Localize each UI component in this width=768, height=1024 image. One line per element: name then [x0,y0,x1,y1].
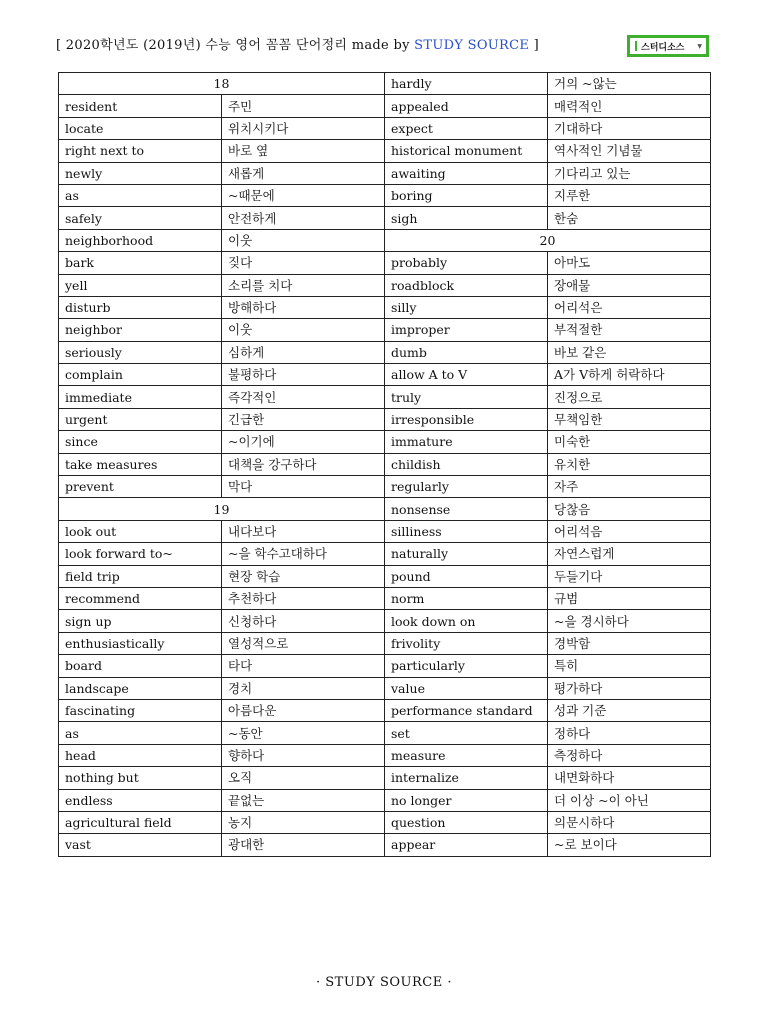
title-brand: STUDY SOURCE [414,38,530,53]
table-row [59,386,711,408]
korean-meaning: ~을 경시하다 [548,610,711,632]
english-word: value [385,677,548,699]
table-row [59,252,711,274]
section-number: 19 [59,498,385,520]
korean-meaning: 경치 [222,677,385,699]
table-row [59,408,711,430]
korean-meaning: 성과 기준 [548,699,711,721]
korean-meaning: 이웃 [222,319,385,341]
korean-meaning: 무책임한 [548,408,711,430]
korean-meaning: 아름다운 [222,699,385,721]
english-word: set [385,722,548,744]
table-row [59,140,711,162]
table-row [59,655,711,677]
english-word: roadblock [385,274,548,296]
english-word: probably [385,252,548,274]
korean-meaning: 유치한 [548,453,711,475]
english-word: safely [59,207,222,229]
korean-meaning: 주민 [222,95,385,117]
korean-meaning: 끝없는 [222,789,385,811]
korean-meaning: 자주 [548,476,711,498]
english-word: silliness [385,520,548,542]
korean-meaning: 짖다 [222,252,385,274]
korean-meaning: 어리석은 [548,296,711,318]
korean-meaning: 향하다 [222,744,385,766]
korean-meaning: 바보 같은 [548,341,711,363]
korean-meaning: 매력적인 [548,95,711,117]
korean-meaning: ~을 학수고대하다 [222,543,385,565]
english-word: fascinating [59,699,222,721]
table-row [59,341,711,363]
english-word: appealed [385,95,548,117]
korean-meaning: 특히 [548,655,711,677]
korean-meaning: 지루한 [548,184,711,206]
english-word: since [59,431,222,453]
english-word: board [59,655,222,677]
english-word: right next to [59,140,222,162]
table-row [59,117,711,139]
korean-meaning: 기대하다 [548,117,711,139]
english-word: field trip [59,565,222,587]
table-row [59,610,711,632]
english-word: frivolity [385,632,548,654]
korean-meaning: 불평하다 [222,364,385,386]
english-word: naturally [385,543,548,565]
english-word: sign up [59,610,222,632]
table-row [59,95,711,117]
korean-meaning: 평가하다 [548,677,711,699]
english-word: pound [385,565,548,587]
english-word: neighborhood [59,229,222,251]
table-row [59,677,711,699]
english-word: yell [59,274,222,296]
english-word: bark [59,252,222,274]
korean-meaning: 안전하게 [222,207,385,229]
study-source-logo[interactable] [627,35,709,57]
english-word: immediate [59,386,222,408]
english-word: question [385,811,548,833]
korean-meaning: 광대한 [222,834,385,856]
section-number: 18 [59,73,385,95]
korean-meaning: 위치시키다 [222,117,385,139]
korean-meaning: 긴급한 [222,408,385,430]
english-word: historical monument [385,140,548,162]
korean-meaning: 내면화하다 [548,767,711,789]
english-word: disturb [59,296,222,318]
korean-meaning: 신청하다 [222,610,385,632]
korean-meaning: 어리석음 [548,520,711,542]
english-word: irresponsible [385,408,548,430]
english-word: expect [385,117,548,139]
english-word: measure [385,744,548,766]
table-row [59,453,711,475]
korean-meaning: 즉각적인 [222,386,385,408]
english-word: agricultural field [59,811,222,833]
english-word: vast [59,834,222,856]
english-word: silly [385,296,548,318]
english-word: look out [59,520,222,542]
table-row [59,364,711,386]
korean-meaning: 진정으로 [548,386,711,408]
english-word: allow A to V [385,364,548,386]
korean-meaning: 이웃 [222,229,385,251]
table-row [59,498,711,520]
table-row [59,587,711,609]
english-word: urgent [59,408,222,430]
korean-meaning: 심하게 [222,341,385,363]
table-row [59,632,711,654]
english-word: improper [385,319,548,341]
table-row [59,811,711,833]
english-word: locate [59,117,222,139]
table-row [59,520,711,542]
english-word: sigh [385,207,548,229]
korean-meaning: 더 이상 ~이 아닌 [548,789,711,811]
table-row [59,789,711,811]
english-word: dumb [385,341,548,363]
title-prefix: [ 2020학년도 (2019년) 수능 영어 꼼꼼 단어정리 made by [56,38,415,53]
korean-meaning: ~동안 [222,722,385,744]
korean-meaning: 역사적인 기념물 [548,140,711,162]
english-word: prevent [59,476,222,498]
vocabulary-table-body [59,73,711,857]
table-row [59,744,711,766]
korean-meaning: 부적절한 [548,319,711,341]
korean-meaning: 현장 학습 [222,565,385,587]
table-row [59,274,711,296]
english-word: head [59,744,222,766]
english-word: look forward to~ [59,543,222,565]
korean-meaning: 소리를 치다 [222,274,385,296]
korean-meaning: 경박함 [548,632,711,654]
table-row [59,162,711,184]
korean-meaning: ~이기에 [222,431,385,453]
table-row [59,476,711,498]
english-word: regularly [385,476,548,498]
english-word: norm [385,587,548,609]
english-word: nothing but [59,767,222,789]
korean-meaning: 타다 [222,655,385,677]
table-row [59,767,711,789]
english-word: appear [385,834,548,856]
korean-meaning: 미숙한 [548,431,711,453]
table-row [59,699,711,721]
korean-meaning: 추천하다 [222,587,385,609]
english-word: childish [385,453,548,475]
table-row [59,431,711,453]
korean-meaning: 당찮음 [548,498,711,520]
english-word: seriously [59,341,222,363]
korean-meaning: 거의 ~않는 [548,73,711,95]
english-word: hardly [385,73,548,95]
table-row [59,73,711,95]
korean-meaning: 열성적으로 [222,632,385,654]
section-number: 20 [385,229,711,251]
korean-meaning: 오직 [222,767,385,789]
korean-meaning: 방해하다 [222,296,385,318]
english-word: landscape [59,677,222,699]
korean-meaning: ~로 보이다 [548,834,711,856]
table-row [59,229,711,251]
korean-meaning: 내다보다 [222,520,385,542]
korean-meaning: 규범 [548,587,711,609]
table-row [59,296,711,318]
english-word: complain [59,364,222,386]
korean-meaning: 장애물 [548,274,711,296]
english-word: nonsense [385,498,548,520]
logo-text: 스터디소스 [641,42,685,53]
english-word: awaiting [385,162,548,184]
english-word: immature [385,431,548,453]
korean-meaning: 대책을 강구하다 [222,453,385,475]
korean-meaning: 두들기다 [548,565,711,587]
table-row [59,184,711,206]
english-word: resident [59,95,222,117]
korean-meaning: 자연스럽게 [548,543,711,565]
table-row [59,207,711,229]
table-row [59,722,711,744]
chevron-down-icon: ▼ [697,43,702,50]
table-row [59,319,711,341]
english-word: endless [59,789,222,811]
korean-meaning: 의문시하다 [548,811,711,833]
korean-meaning: 새롭게 [222,162,385,184]
english-word: particularly [385,655,548,677]
english-word: as [59,722,222,744]
page-title [56,34,539,53]
korean-meaning: 바로 옆 [222,140,385,162]
korean-meaning: 한숨 [548,207,711,229]
vocabulary-table [58,72,711,857]
korean-meaning: 기다리고 있는 [548,162,711,184]
english-word: newly [59,162,222,184]
korean-meaning: 측정하다 [548,744,711,766]
korean-meaning: ~때문에 [222,184,385,206]
table-row [59,543,711,565]
korean-meaning: 농지 [222,811,385,833]
korean-meaning: 아마도 [548,252,711,274]
english-word: truly [385,386,548,408]
logo-bar-icon [635,41,637,51]
english-word: no longer [385,789,548,811]
english-word: boring [385,184,548,206]
korean-meaning: 막다 [222,476,385,498]
table-row [59,565,711,587]
table-row [59,834,711,856]
footer: · STUDY SOURCE · [316,975,452,990]
english-word: as [59,184,222,206]
english-word: performance standard [385,699,548,721]
english-word: internalize [385,767,548,789]
title-suffix: ] [529,38,539,53]
english-word: neighbor [59,319,222,341]
korean-meaning: 정하다 [548,722,711,744]
english-word: take measures [59,453,222,475]
english-word: enthusiastically [59,632,222,654]
english-word: recommend [59,587,222,609]
english-word: look down on [385,610,548,632]
korean-meaning: A가 V하게 허락하다 [548,364,711,386]
